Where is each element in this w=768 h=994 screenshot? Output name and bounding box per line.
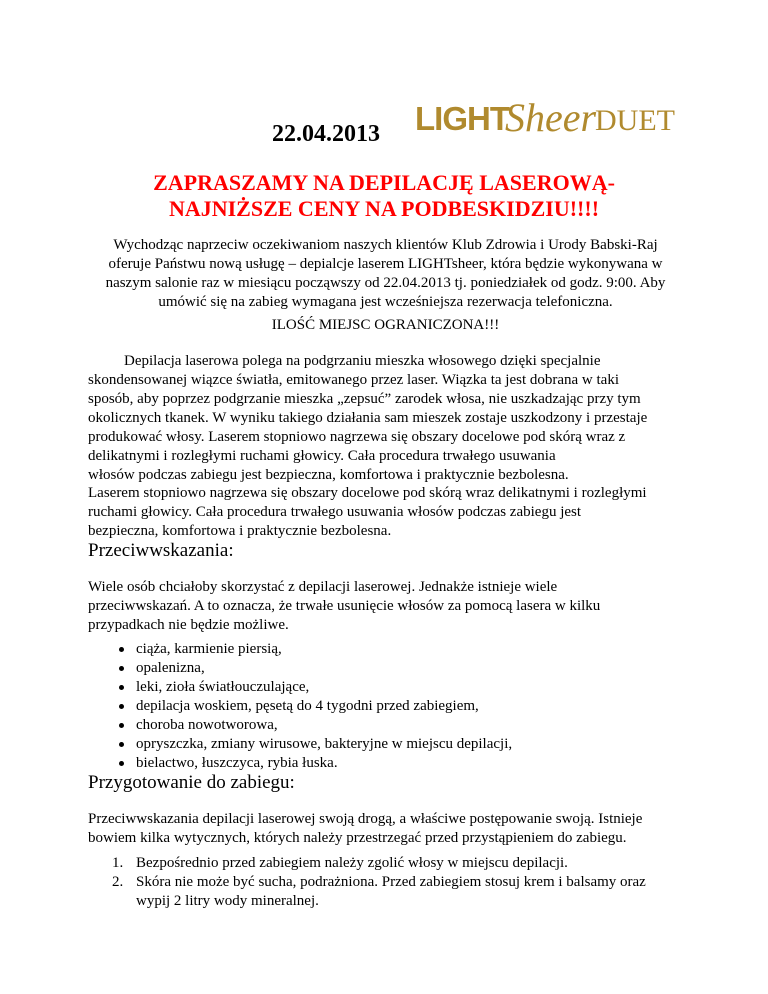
intro-line: umówić się na zabieg wymagana jest wcześniejsza rezerwacja telefoniczna.: [158, 294, 613, 310]
laser-description-paragraph: [88, 352, 683, 485]
intro-line: oferuje Państwu nową usługę – depialcje laserem LIGHTsheer, która będzie wykonywana w: [108, 256, 663, 272]
step-text-line: Skóra nie może być sucha, podrażniona. Przed zabiegiem stosuj krem i balsamy oraz: [136, 874, 646, 890]
paragraph-line: ruchami głowicy. Cała procedura trwałego usuwania włosów podczas zabiegu jest: [88, 504, 582, 520]
intro-line: Wychodząc naprzeciw oczekiwaniom naszych klientów Klub Zdrowia i Urody Babski-Raj: [113, 237, 658, 253]
step-number: 2.: [112, 874, 124, 890]
list-item-text: opalenizna,: [136, 660, 205, 676]
paragraph-line: Przeciwwskazania depilacji laserowej swoją drogą, a właściwe postępowanie swoją. Istnieje: [88, 811, 643, 827]
bullet-icon: [119, 723, 124, 728]
paragraph-line: włosów podczas zabiegu jest bezpieczna, komfortowa i praktycznie bezbolesna.: [88, 467, 569, 483]
contraindications-list: [88, 640, 512, 773]
paragraph-line: Depilacja laserowa polega na podgrzaniu mieszka włosowego dzięki specjalnie: [124, 353, 601, 369]
limited-places-notice: ILOŚĆ MIEJSC OGRANICZONA!!!: [271, 317, 500, 333]
logo-part-light: LIGHT: [415, 100, 509, 137]
headline-line: NAJNIŻSZE CENY NA PODBESKIDZIU!!!!: [168, 196, 600, 221]
list-item-text: ciąża, karmienie piersią,: [136, 641, 282, 657]
paragraph-line: okolicznych tkanek. W wyniku takiego działania sam mieszek zostaje uszkodzony i przestaje: [88, 410, 648, 426]
contraindications-intro: [88, 578, 683, 635]
paragraph-line: delikatnymi i rozległymi ruchami głowicy. Cała procedura trwałego usuwania: [88, 448, 556, 464]
laser-summary-paragraph: [88, 484, 683, 541]
paragraph-line: produkować włosy. Laserem stopniowo nagrzewa się obszary docelowe pod skórą wraz z: [88, 429, 626, 445]
bullet-icon: [119, 704, 124, 709]
paragraph-line: Laserem stopniowo nagrzewa się obszary docelowe pod skórą wraz delikatnymi i rozległymi: [88, 485, 647, 501]
preparation-heading: Przygotowanie do zabiegu:: [88, 772, 295, 793]
list-item: [88, 678, 512, 697]
bullet-icon: [119, 666, 124, 671]
logo-part-duet: DUET: [595, 104, 675, 137]
list-item: [88, 716, 512, 735]
list-item: [88, 735, 512, 754]
list-item: [88, 873, 683, 911]
paragraph-line: bezpieczna, komfortowa i praktycznie bezbolesna.: [88, 523, 392, 539]
logo-part-sheer: Sheer: [505, 95, 597, 140]
list-item: [88, 754, 512, 773]
list-item-text: depilacja woskiem, pęsetą do 4 tygodni przed zabiegiem,: [136, 698, 479, 714]
intro-paragraph: [88, 236, 683, 312]
headline-line: ZAPRASZAMY NA DEPILACJĘ LASEROWĄ-: [153, 170, 615, 195]
headline: [0, 170, 768, 222]
document-date: 22.04.2013: [272, 121, 380, 147]
bullet-icon: [119, 742, 124, 747]
document-header: [0, 88, 768, 148]
contraindications-heading: Przeciwwskazania:: [88, 540, 234, 561]
paragraph-line: przypadkach nie będzie możliwe.: [88, 617, 289, 633]
paragraph-line: przeciwwskazań. A to oznacza, że trwałe usunięcie włosów za pomocą lasera w kilku: [88, 598, 601, 614]
list-item-text: bielactwo, łuszczyca, rybia łuska.: [136, 755, 338, 771]
list-item: [88, 659, 512, 678]
intro-line: naszym salonie raz w miesiącu począwszy od 22.04.2013 tj. poniedziałek od godz. 9:00. Aby: [105, 275, 666, 291]
bullet-icon: [119, 761, 124, 766]
step-text-line: wypij 2 litry wody mineralnej.: [136, 893, 319, 909]
paragraph-line: sposób, aby poprzez podgrzanie mieszka „zepsuć” zarodek włosa, nie uszkadzając przy tym: [88, 391, 641, 407]
bullet-icon: [119, 685, 124, 690]
step-number: 1.: [112, 855, 124, 871]
paragraph-line: bowiem kilka wytycznych, których należy przestrzegać przed przystąpieniem do zabiegu.: [88, 830, 627, 846]
paragraph-line: Wiele osób chciałoby skorzystać z depilacji laserowej. Jednakże istnieje wiele: [88, 579, 558, 595]
step-text-line: Bezpośrednio przed zabiegiem należy zgolić włosy w miejscu depilacji.: [136, 855, 568, 871]
list-item-text: choroba nowotworowa,: [136, 717, 278, 733]
list-item: [88, 697, 512, 716]
list-item-text: opryszczka, zmiany wirusowe, bakteryjne w miejscu depilacji,: [136, 736, 513, 752]
list-item: [88, 854, 683, 873]
lightsheer-duet-logo: [415, 95, 675, 142]
bullet-icon: [119, 647, 124, 652]
preparation-steps-list: [88, 854, 683, 911]
preparation-intro: [88, 810, 683, 848]
list-item-text: leki, zioła światłouczulające,: [136, 679, 310, 695]
paragraph-line: skondensowanej wiązce światła, emitowanego przez laser. Wiązka ta jest dobrana w taki: [88, 372, 619, 388]
list-item: [88, 640, 512, 659]
